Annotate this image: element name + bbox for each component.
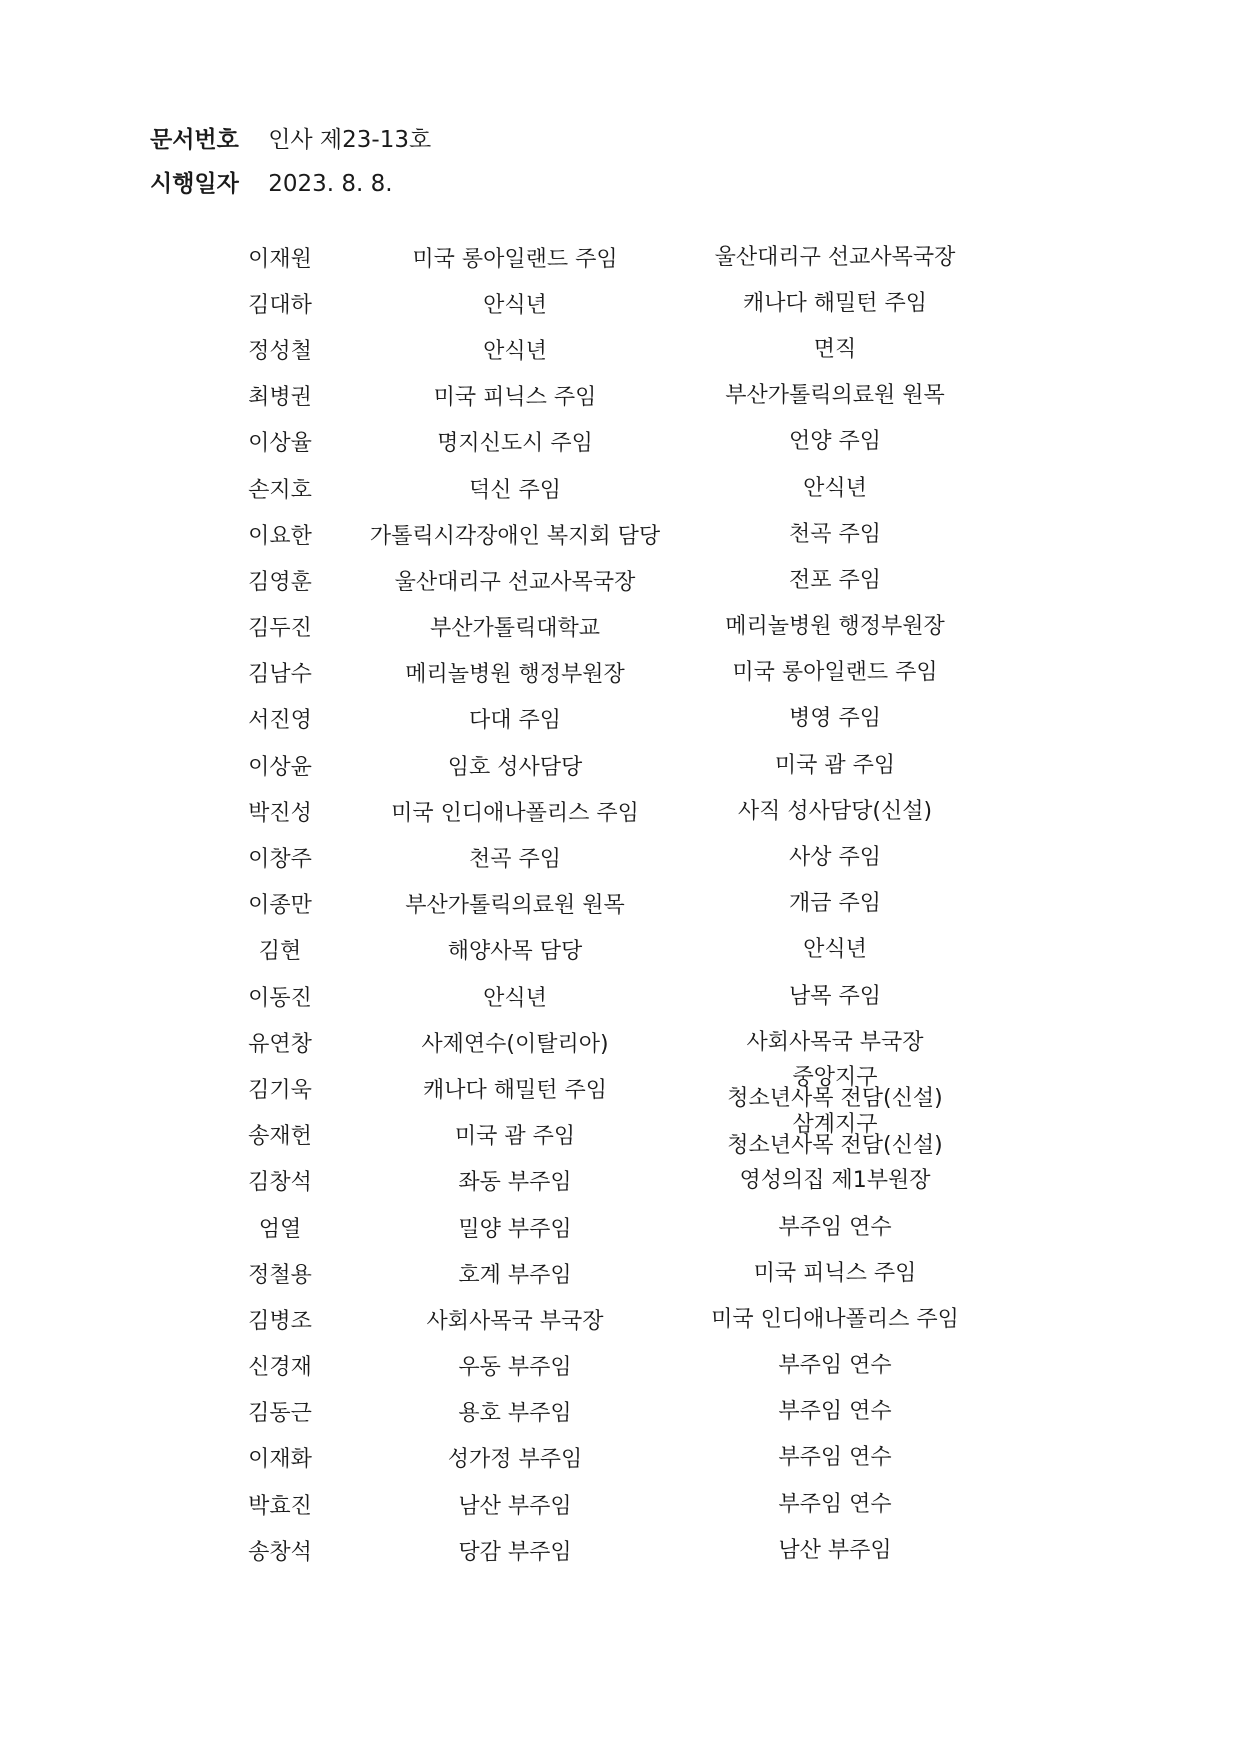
person-name: 정철용 — [248, 1262, 312, 1288]
person-name: 이재화 — [248, 1447, 312, 1473]
new-post — [670, 1065, 1000, 1112]
new-post: 언양 주임 — [788, 429, 881, 455]
table-row — [200, 1527, 1000, 1573]
person-name: 이상율 — [248, 431, 312, 457]
person-name: 송창석 — [248, 1539, 312, 1565]
person-name: 엄열 — [258, 1216, 302, 1242]
new-post: 미국 인디애나폴리스 주임 — [711, 1306, 959, 1332]
table-row — [200, 557, 1000, 603]
table-row — [200, 696, 1000, 742]
table-row — [200, 650, 1000, 696]
previous-post: 사회사목국 부국장 — [426, 1308, 604, 1334]
table-row — [200, 788, 1000, 834]
table-row — [200, 742, 1000, 788]
previous-post: 미국 롱아일랜드 주임 — [412, 246, 618, 272]
person-name: 김기욱 — [248, 1077, 312, 1103]
person-name: 김영훈 — [248, 569, 312, 595]
previous-post: 부산가톨릭의료원 원목 — [405, 893, 625, 919]
previous-post: 해양사목 담당 — [447, 939, 583, 965]
previous-post: 성가정 부주임 — [447, 1447, 583, 1473]
previous-post: 캐나다 해밀턴 주임 — [422, 1077, 607, 1103]
person-name: 최병권 — [248, 385, 312, 411]
new-post-line2: 청소년사목 전담(신설) — [727, 1132, 943, 1158]
new-post: 부주임 연수 — [778, 1214, 892, 1240]
previous-post: 용호 부주임 — [458, 1401, 572, 1427]
person-name: 김두진 — [248, 616, 312, 642]
previous-post: 다대 주임 — [468, 708, 561, 734]
table-row — [200, 927, 1000, 973]
new-post: 미국 롱아일랜드 주임 — [732, 660, 938, 686]
new-post: 사회사목국 부국장 — [746, 1029, 924, 1055]
person-name: 김남수 — [248, 662, 312, 688]
previous-post: 밀양 부주임 — [458, 1216, 572, 1242]
previous-post: 메리놀병원 행정부원장 — [405, 662, 625, 688]
table-row — [200, 1019, 1000, 1065]
new-post: 전포 주임 — [788, 567, 881, 593]
new-post: 개금 주임 — [788, 891, 881, 917]
new-post: 사직 성사담당(신설) — [737, 798, 933, 824]
table-row — [200, 1250, 1000, 1296]
person-name: 박진성 — [248, 800, 312, 826]
person-name: 신경재 — [248, 1355, 312, 1381]
previous-post: 남산 부주임 — [458, 1493, 572, 1519]
person-name: 김창석 — [248, 1170, 312, 1196]
previous-post: 미국 피닉스 주임 — [433, 385, 597, 411]
new-post: 미국 피닉스 주임 — [753, 1260, 917, 1286]
previous-post: 명지신도시 주임 — [437, 431, 593, 457]
new-post: 안식년 — [803, 475, 867, 501]
previous-post: 사제연수(이탈리아) — [421, 1031, 609, 1057]
previous-post: 천곡 주임 — [468, 847, 561, 873]
table-row — [200, 373, 1000, 419]
new-post: 부주임 연수 — [778, 1491, 892, 1517]
table-row — [200, 1389, 1000, 1435]
effective-date-label: 시행일자 — [150, 171, 239, 197]
table-row — [200, 280, 1000, 326]
person-name: 손지호 — [248, 477, 312, 503]
new-post: 울산대리구 선교사목국장 — [714, 244, 956, 270]
table-row — [200, 1343, 1000, 1389]
new-post: 사상 주임 — [788, 845, 881, 871]
new-post: 남산 부주임 — [778, 1537, 892, 1563]
table-row — [200, 511, 1000, 557]
table-row — [200, 465, 1000, 511]
table-row — [200, 881, 1000, 927]
document-header — [150, 118, 431, 206]
table-row — [200, 973, 1000, 1019]
table-row — [200, 1112, 1000, 1158]
doc-number-value: 인사 제23-13호 — [268, 127, 432, 153]
appointments-table — [200, 234, 1000, 1573]
previous-post: 안식년 — [483, 985, 547, 1011]
table-row — [200, 326, 1000, 372]
previous-post: 호계 부주임 — [458, 1262, 572, 1288]
person-name: 김병조 — [248, 1308, 312, 1334]
new-post: 부주임 연수 — [778, 1353, 892, 1379]
previous-post: 좌동 부주임 — [458, 1170, 572, 1196]
new-post: 부산가톨릭의료원 원목 — [725, 383, 945, 409]
previous-post: 당감 부주임 — [458, 1539, 572, 1565]
new-post: 부주임 연수 — [778, 1399, 892, 1425]
table-row — [200, 604, 1000, 650]
table-row — [200, 1481, 1000, 1527]
person-name: 박효진 — [248, 1493, 312, 1519]
new-post: 영성의집 제1부원장 — [739, 1168, 931, 1194]
new-post-line1: 삼계지구 — [792, 1111, 878, 1137]
person-name: 이요한 — [248, 523, 312, 549]
previous-post: 덕신 주임 — [468, 477, 561, 503]
previous-post: 안식년 — [483, 338, 547, 364]
table-row — [200, 1296, 1000, 1342]
new-post: 천곡 주임 — [788, 521, 881, 547]
person-name: 김현 — [258, 939, 302, 965]
table-row — [200, 1065, 1000, 1111]
table-row — [200, 234, 1000, 280]
table-row — [200, 1158, 1000, 1204]
table-row — [200, 834, 1000, 880]
effective-date-line — [150, 162, 431, 206]
new-post: 면직 — [813, 336, 857, 362]
new-post: 미국 괌 주임 — [774, 752, 896, 778]
previous-post: 안식년 — [483, 292, 547, 318]
table-row — [200, 1435, 1000, 1481]
new-post: 부주임 연수 — [778, 1445, 892, 1471]
new-post: 남목 주임 — [788, 983, 881, 1009]
doc-number-label: 문서번호 — [150, 127, 239, 153]
new-post — [670, 1111, 1000, 1158]
person-name: 김대하 — [248, 292, 312, 318]
person-name: 이종만 — [248, 893, 312, 919]
person-name: 정성철 — [248, 338, 312, 364]
doc-number-line — [150, 118, 431, 162]
new-post-line1: 중앙지구 — [792, 1065, 878, 1091]
previous-post: 임호 성사담당 — [447, 754, 583, 780]
new-post: 메리놀병원 행정부원장 — [725, 614, 945, 640]
previous-post: 우동 부주임 — [458, 1355, 572, 1381]
person-name: 서진영 — [248, 708, 312, 734]
previous-post: 가톨릭시각장애인 복지회 담당 — [369, 523, 661, 549]
table-row — [200, 1204, 1000, 1250]
table-row — [200, 419, 1000, 465]
effective-date-value: 2023. 8. 8. — [268, 171, 393, 197]
person-name: 이상윤 — [248, 754, 312, 780]
person-name: 이재원 — [248, 246, 312, 272]
person-name: 김동근 — [248, 1401, 312, 1427]
person-name: 유연창 — [248, 1031, 312, 1057]
previous-post: 울산대리구 선교사목국장 — [394, 569, 636, 595]
previous-post: 부산가톨릭대학교 — [429, 616, 601, 642]
new-post: 캐나다 해밀턴 주임 — [742, 290, 927, 316]
new-post: 안식년 — [803, 937, 867, 963]
person-name: 송재헌 — [248, 1124, 312, 1150]
previous-post: 미국 인디애나폴리스 주임 — [391, 800, 639, 826]
person-name: 이동진 — [248, 985, 312, 1011]
previous-post: 미국 괌 주임 — [454, 1124, 576, 1150]
new-post: 병영 주임 — [788, 706, 881, 732]
person-name: 이창주 — [248, 847, 312, 873]
new-post-line2: 청소년사목 전담(신설) — [727, 1086, 943, 1112]
